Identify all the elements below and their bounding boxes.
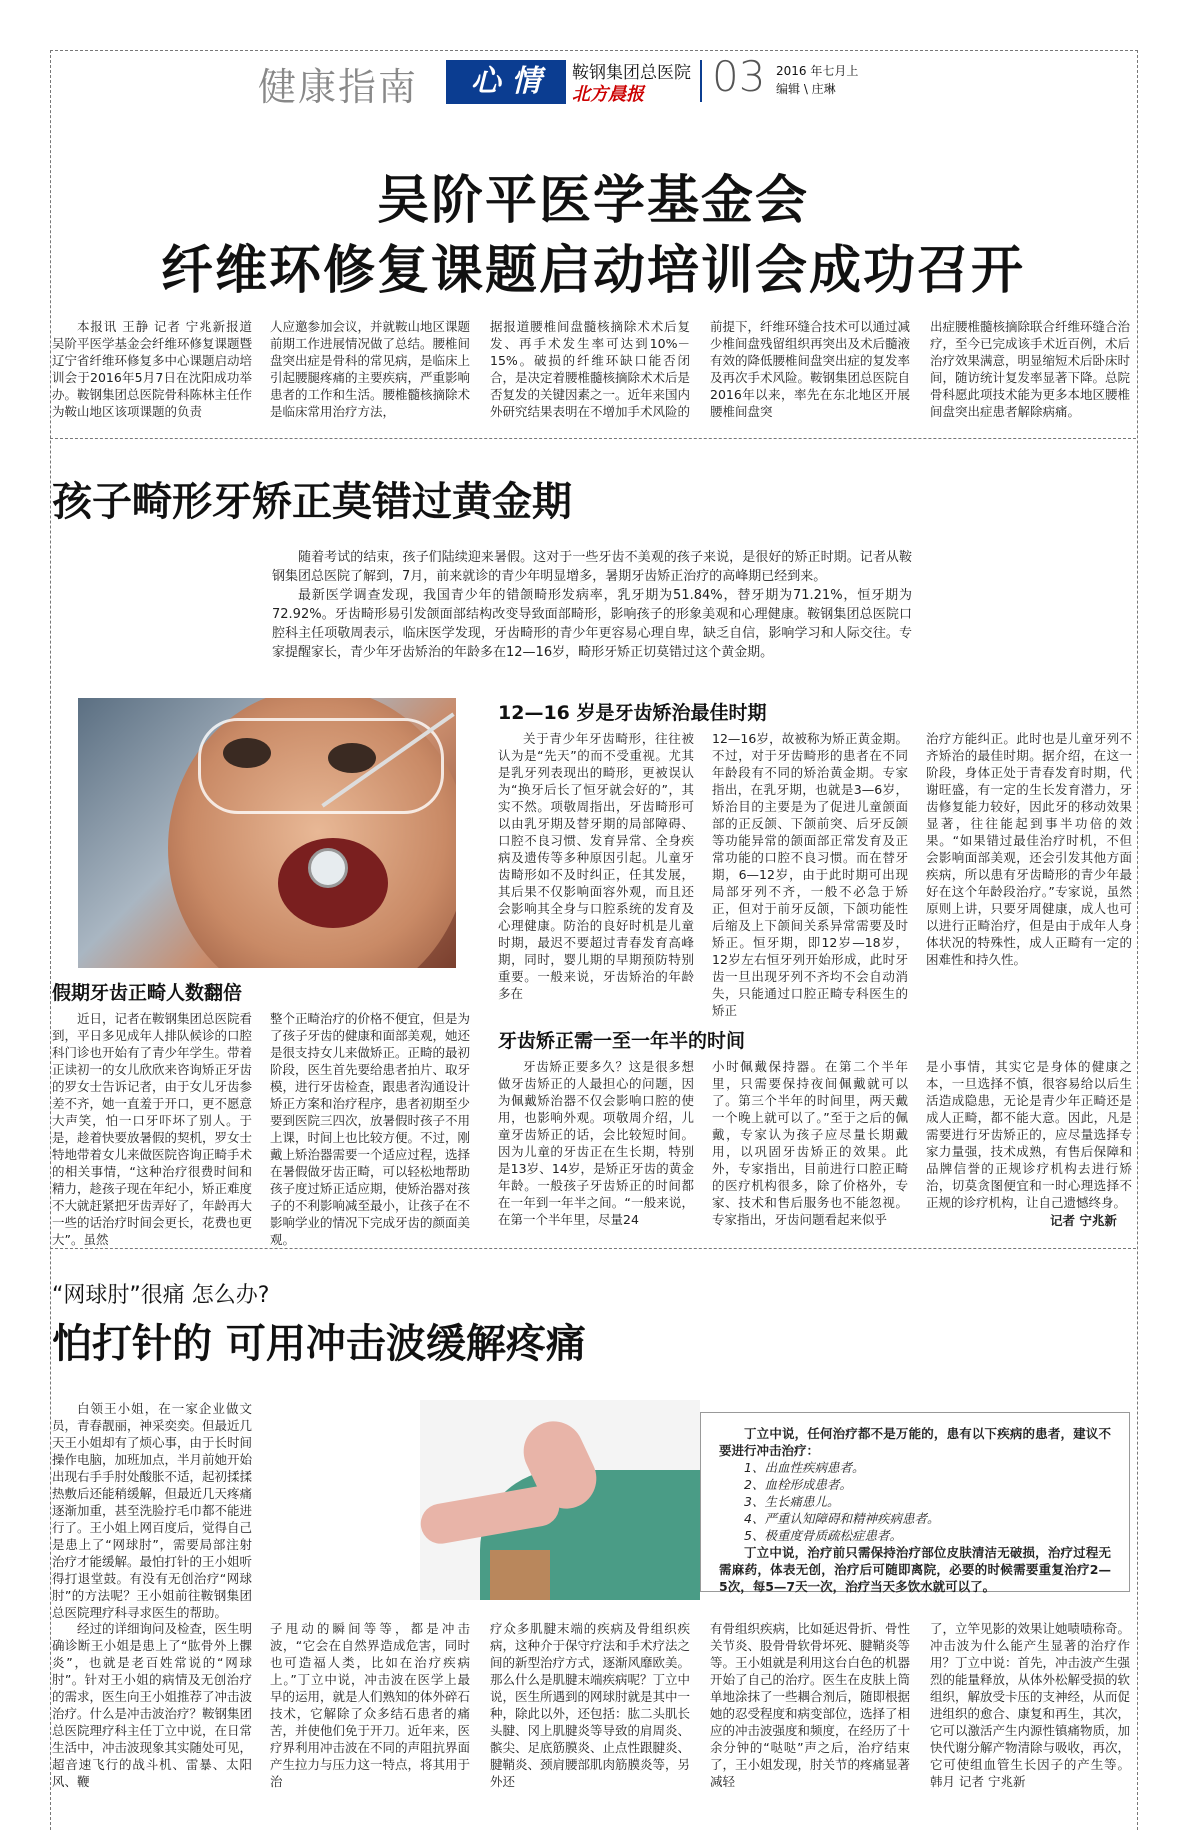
box-item: 2、血栓形成患者。 — [744, 1477, 852, 1492]
article3-bottom-col-1: 经过的详细询问及检查，医生明确诊断王小姐是患上了“肱骨外上髁炎”，也就是老百姓常说的“网球肘”。针对王小姐的病情及无创治疗的需求，医生向王小姐推荐了冲击波治疗。什么是冲击波治疗？鞍钢集团总医院理疗科主任丁立中说，在日常生活中，冲击波现象其实随处可见，超音速飞行的战斗机、雷暴、太阳风、鞭 — [52, 1621, 253, 1789]
article3-col-1: 白领王小姐，在一家企业做文员，青春靓丽，神采奕奕。但最近几天王小姐却有了烦心事，由于长时间操作电脑，加班加点，半月前她开始出现右手手肘处酸胀不适，起初揉揉热敷后还能稍缓解，但最近几天疼痛逐渐加重，甚至洗脸拧毛巾都不能进行了。王小姐上网百度后，觉得自己是患上了“网球肘”，需要局部注射治疗才能缓解。最怕打针的王小姐听得打退堂鼓。有没有无创治疗“网球肘”的方法呢？王小姐前往鞍钢集团总医院理疗科寻求医生的帮助。 — [52, 1401, 253, 1620]
article1-title-line1: 吴阶平医学基金会 — [376, 171, 809, 231]
box-item: 4、严重认知障碍和精神疾病患者。 — [744, 1511, 940, 1526]
paper-name: 北方晨报 — [572, 84, 644, 105]
article2-intro-2: 最新医学调查发现，我国青少年的错颌畸形发病率，乳牙期为51.84%，替牙期为71.21%，恒牙期为72.92%。牙齿畸形易引发颌面部结构改变导致面部畸形，影响孩子的形象美观和心理健康。鞍钢集团总医院口腔科主任项敬周表示，临床医学发现，牙齿畸形的青少年更容易心理自卑，缺乏自信，影响学习和人际交往。专家提醒家长，青少年牙齿矫治的年龄多在12—16岁，畸形牙矫正切莫错过这个黄金期。 — [272, 588, 912, 660]
article3-bottom-col-3: 疗众多肌腱末端的疾病及骨组织疾病，这种介于保守疗法和手术疗法之间的新型治疗方式，逐渐风靡欧美。那么什么是肌腱末端疾病呢？丁立中说，医生所遇到的网球肘就是其中一种，除此以外，还包括：肱二头肌长头腱、冈上肌腱炎等导致的肩周炎、髌尖、足底筋膜炎、止点性跟腱炎、腱鞘炎、颈肩腰部肌肉筋膜炎等，另外还 — [490, 1621, 691, 1789]
article1-col-1: 本报讯 王静 记者 宁兆新报道 吴阶平医学基金会纤维环修复课题暨辽宁省纤维环修复多中心课题启动培训会于2016年5月7日在沈阳成功举办。鞍钢集团总医院骨科陈林主任作为鞍山地区该项课题的负责 — [52, 319, 253, 419]
shoulder-pain-illustration — [420, 1400, 700, 1600]
masthead-divider — [700, 60, 702, 102]
article1-col-5: 出症腰椎髓核摘除联合纤维环缝合治疗，至今已完成该手术近百例，术后治疗效果满意，明显缩短术后卧床时间，随访统计复发率显著下降。总院骨科愿此项技术能为更多本地区腰椎间盘突出症患者解除病痛。 — [930, 319, 1131, 419]
article3-bottom-col-4: 有骨组织疾病，比如延迟骨折、骨性关节炎、股骨骨软骨坏死、腱鞘炎等等。王小姐就是利用这台白色的机器开始了自己的治疗。医生在皮肤上筒单地涂抹了一些耦合剂后，随即根据她的忍受程度和病变部位，选择了相应的冲击波强度和频度，在经历了十余分钟的“哒哒”声之后，治疗结束了，王小姐发现，肘关节的疼痛显著减轻 — [710, 1621, 911, 1789]
box-item: 1、出血性疾病患者。 — [744, 1460, 865, 1475]
article1-col-2: 人应邀参加会议，并就鞍山地区课题前期工作进展情况做了总结。腰椎间盘突出症是骨科的常见病，是临床上引起腰腿疼痛的主要疾病，严重影响患者的工作和生活。腰椎髓核摘除术是临床常用治疗方法， — [270, 319, 471, 419]
article2-sub3: 牙齿矫正需一至一年半的时间 — [498, 1030, 746, 1052]
separator-2 — [50, 1248, 1136, 1249]
article2-sub1-col-1: 关于青少年牙齿畸形，往往被认为是“先天”的而不受重视。尤其是乳牙列表现出的畸形，更被误认为“换牙后长了恒牙就会好的”，其实不然。项敬周指出，牙齿畸形可以由乳牙期及替牙期的局部障碍、口腔不良习惯、发育异常、全身疾病及遗传等多种原因引起。儿童牙齿畸形如不及时纠正，任其发展，其后果不仅影响面容外观，而且还会影响其全身与口腔系统的发育及心理健康。防治的良好时机是儿童时期，最迟不要超过青春发育高峰期，同时，婴儿期的早期预防特别重要。一般来说，牙齿矫治的年龄多在 — [498, 731, 694, 1001]
article2-title: 孩子畸形牙矫正莫错过黄金期 — [52, 479, 572, 525]
article2-sub1-col-3: 治疗方能纠正。此时也是儿童牙列不齐矫治的最佳时期。据介绍，在这一阶段，身体正处于青春发育时期，代谢旺盛，有一定的生长发育潜力，牙齿修复能力较好，因此牙的移动效果显著，往往能起到事半功倍的效果。“如果错过最佳治疗时机，不但会影响面部美观，还会引发其他方面疾病，所以患有牙齿畸形的青少年最好在这个年龄段治疗。”专家说，虽然原则上讲，只要牙周健康，成人也可以进行正畸治疗，但是由于成年人身体状况的特殊性，成人正畸有一定的困难性和持久性。 — [926, 731, 1132, 967]
article2-sub2-col-2: 整个正畸治疗的价格不便宜，但是为了孩子牙齿的健康和面部美观，她还是很支持女儿来做矫正。正畸的最初阶段，医生首先要给患者拍片、取牙模，进行牙齿检查，跟患者沟通设计矫正方案和治疗程序，患者初期至少要到医院三四次，放暑假时孩子不用上课，时间上也比较方便。不过，刚戴上矫治器需要一个适应过程，选择在暑假做牙齿正畸，可以轻松地帮助孩子度过矫正适应期，使矫治器对孩子的不利影响减至最小，让孩子在不影响学业的情况下完成牙齿的颜面美观。 — [270, 1011, 471, 1247]
article2-sub2-col-1: 近日，记者在鞍钢集团总医院看到，平日多见成年人排队候诊的口腔科门诊也开始有了青少年学生。带着正读初一的女儿欣欣来咨询矫正牙齿的罗女士告诉记者，由于女儿牙齿参差不齐，她一直羞于开口，更不愿意大声笑，怕一口牙吓坏了别人。于是，趁着快要放暑假的契机，罗女士特地带着女儿来做医院咨询正畸手术的相关事情，“这种治疗很费时间和精力，趁孩子现在年纪小，矫正难度不大就赶紧把牙齿弄好了，年龄再大一些的话治疗时间会更长，花费也更大”。虽然 — [52, 1011, 253, 1247]
hospital-name: 鞍钢集团总医院 — [572, 63, 691, 83]
section-name: 健康指南 — [258, 65, 419, 109]
separator-1 — [50, 438, 1136, 439]
article3-bottom-col-5: 了，立竿见影的效果让她啧啧称奇。冲击波为什么能产生显著的治疗作用？丁立中说：首先，冲击波产生强烈的能量释放，从体外松解受损的软组织，解放受卡压的支神经，从而促进组织的愈合、康复和再生，其次，它可以激活产生内源性镇痛物质，加快代谢分解产物清除与吸收，再次，它可使组血管生长因子的产生等。 韩月 记者 宁兆新 — [930, 1621, 1131, 1789]
box-item: 3、生长痛患儿。 — [744, 1494, 840, 1509]
box-outro: 丁立中说，治疗前只需保持治疗部位皮肤清洁无破损，治疗过程无需麻药，体表无创，治疗后可随即离院，必要的时候需要重复治疗2—5次，每5—7天一次，治疗当天多饮水就可以了。 — [719, 1545, 1111, 1594]
page-number: 03 — [712, 52, 766, 101]
editor: 编辑 \ 庄琳 — [776, 82, 836, 96]
article2-sub1-col-2: 12—16岁，故被称为矫正黄金期。不过，对于牙齿畸形的患者在不同年龄段有不同的矫治黄金期。专家指出，在乳牙期，也就是3—6岁，矫治目的主要是为了促进儿童颌面部的正反颌、下颌前突、后牙反颌等功能异常的颌面部正常发育及正常功能的口腔不良习惯。而在替牙期，6—12岁，由于此时期可出现局部牙列不齐，一般不必急于矫正，但对于前牙反颌，下颌功能性后缩及上下颌间关系异常需要及时矫正。恒牙期，即12岁—18岁，12岁左右恒牙列开始形成，此时牙齿一旦出现牙列不齐均不会自动消失，只能通过口腔正畸专科医生的矫正 — [712, 731, 908, 1018]
article3-bottom-col-2: 子甩动的瞬间等等，都是冲击波，“它会在自然界造成危害，同时也可造福人类，比如在治疗疾病上。”丁立中说，冲击波在医学上最早的运用，就是人们熟知的体外碎石技术，它解除了众多结石患者的痛苦，并使他们免于开刀。近年来，医疗界利用冲击波在不同的声阻抗界面产生拉力与压力这一特点，将其用于治 — [270, 1621, 471, 1789]
article2-sub1: 12—16 岁是牙齿矫治最佳时期 — [498, 702, 767, 724]
article2-sub3-col-1: 牙齿矫正要多久？这是很多想做牙齿矫正的人最担心的问题，因为佩戴矫治器不仅会影响口腔的使用，也影响外观。项敬周介绍，儿童牙齿矫正的话，会比较短时间。因为儿童的牙齿正在生长期，特别是13岁、14岁，是矫正牙齿的黄金年龄。一般孩子牙齿矫正的时间都在一年到一年半之间。“一般来说，在第一个半年里，尽量24 — [498, 1059, 694, 1227]
article2-sub3-col-2: 小时佩戴保持器。在第二个半年里，只需要保持夜间佩戴就可以了。第三个半年的时间里，两天戴一个晚上就可以了。”至于之后的佩戴，专家认为孩子应尽量长期戴用，以巩固牙齿矫正的效果。此外，专家指出，目前进行口腔正畸的医疗机构很多，除了价格外，专家、技术和售后服务也不能忽视。专家指出，牙齿问题看起来似乎 — [712, 1059, 908, 1227]
article3-kicker: “网球肘”很痛 怎么办? — [52, 1283, 270, 1308]
box-item: 5、极重度骨质疏松症患者。 — [744, 1528, 902, 1543]
column-logo: 心 情 — [446, 60, 566, 104]
article1-col-3: 据报道腰椎间盘髓核摘除术术后复发、再手术发生率可达到10%－15%。破损的纤维环缺口能否闭合，是决定着腰椎髓核摘除术术后是否复发的关键因素之一。近年来国内外研究结果表明在不增加手术风险的 — [490, 319, 691, 419]
article2-sub3-col-3: 是小事情，其实它是身体的健康之本，一旦选择不慎，很容易给以后生活造成隐患，无论是青少年正畸还是成人正畸，都不能大意。因此，凡是需要进行牙齿矫正的，应尽量选择专家力量强，技术成熟，有售后保障和品牌信誉的正规诊疗机构去进行矫治，切莫贪图便宜和一时心理选择不正规的诊疗机构，让自己遗憾终身。 — [926, 1059, 1132, 1210]
issue-date: 2016 年七月上 — [776, 64, 859, 78]
article1-title-line2: 纤维环修复课题启动培训会成功召开 — [160, 241, 1025, 301]
contraindication-box — [700, 1412, 1130, 1592]
dental-photo — [78, 698, 456, 968]
article2-intro-1: 随着考试的结束，孩子们陆续迎来暑假。这对于一些牙齿不美观的孩子来说，是很好的矫正时期。记者从鞍钢集团总医院了解到，7月，前来就诊的青少年明显增多，暑期牙齿矫正治疗的高峰期已经到来。 — [272, 550, 912, 584]
box-intro: 丁立中说，任何治疗都不是万能的，患有以下疾病的患者，建议不要进行冲击治疗： — [719, 1426, 1111, 1458]
article2-sub2: 假期牙齿正畸人数翻倍 — [52, 982, 243, 1004]
article3-title: 怕打针的 可用冲击波缓解疼痛 — [52, 1321, 586, 1367]
article2-byline: 记者 宁兆新 — [1050, 1213, 1117, 1228]
article1-col-4: 前提下，纤维环缝合技术可以通过减少椎间盘残留组织再突出及术后髓液有效的降低腰椎间盘突出症的复发率及再次手术风险。鞍钢集团总医院自2016年以来，率先在东北地区开展腰椎间盘突 — [710, 319, 911, 419]
